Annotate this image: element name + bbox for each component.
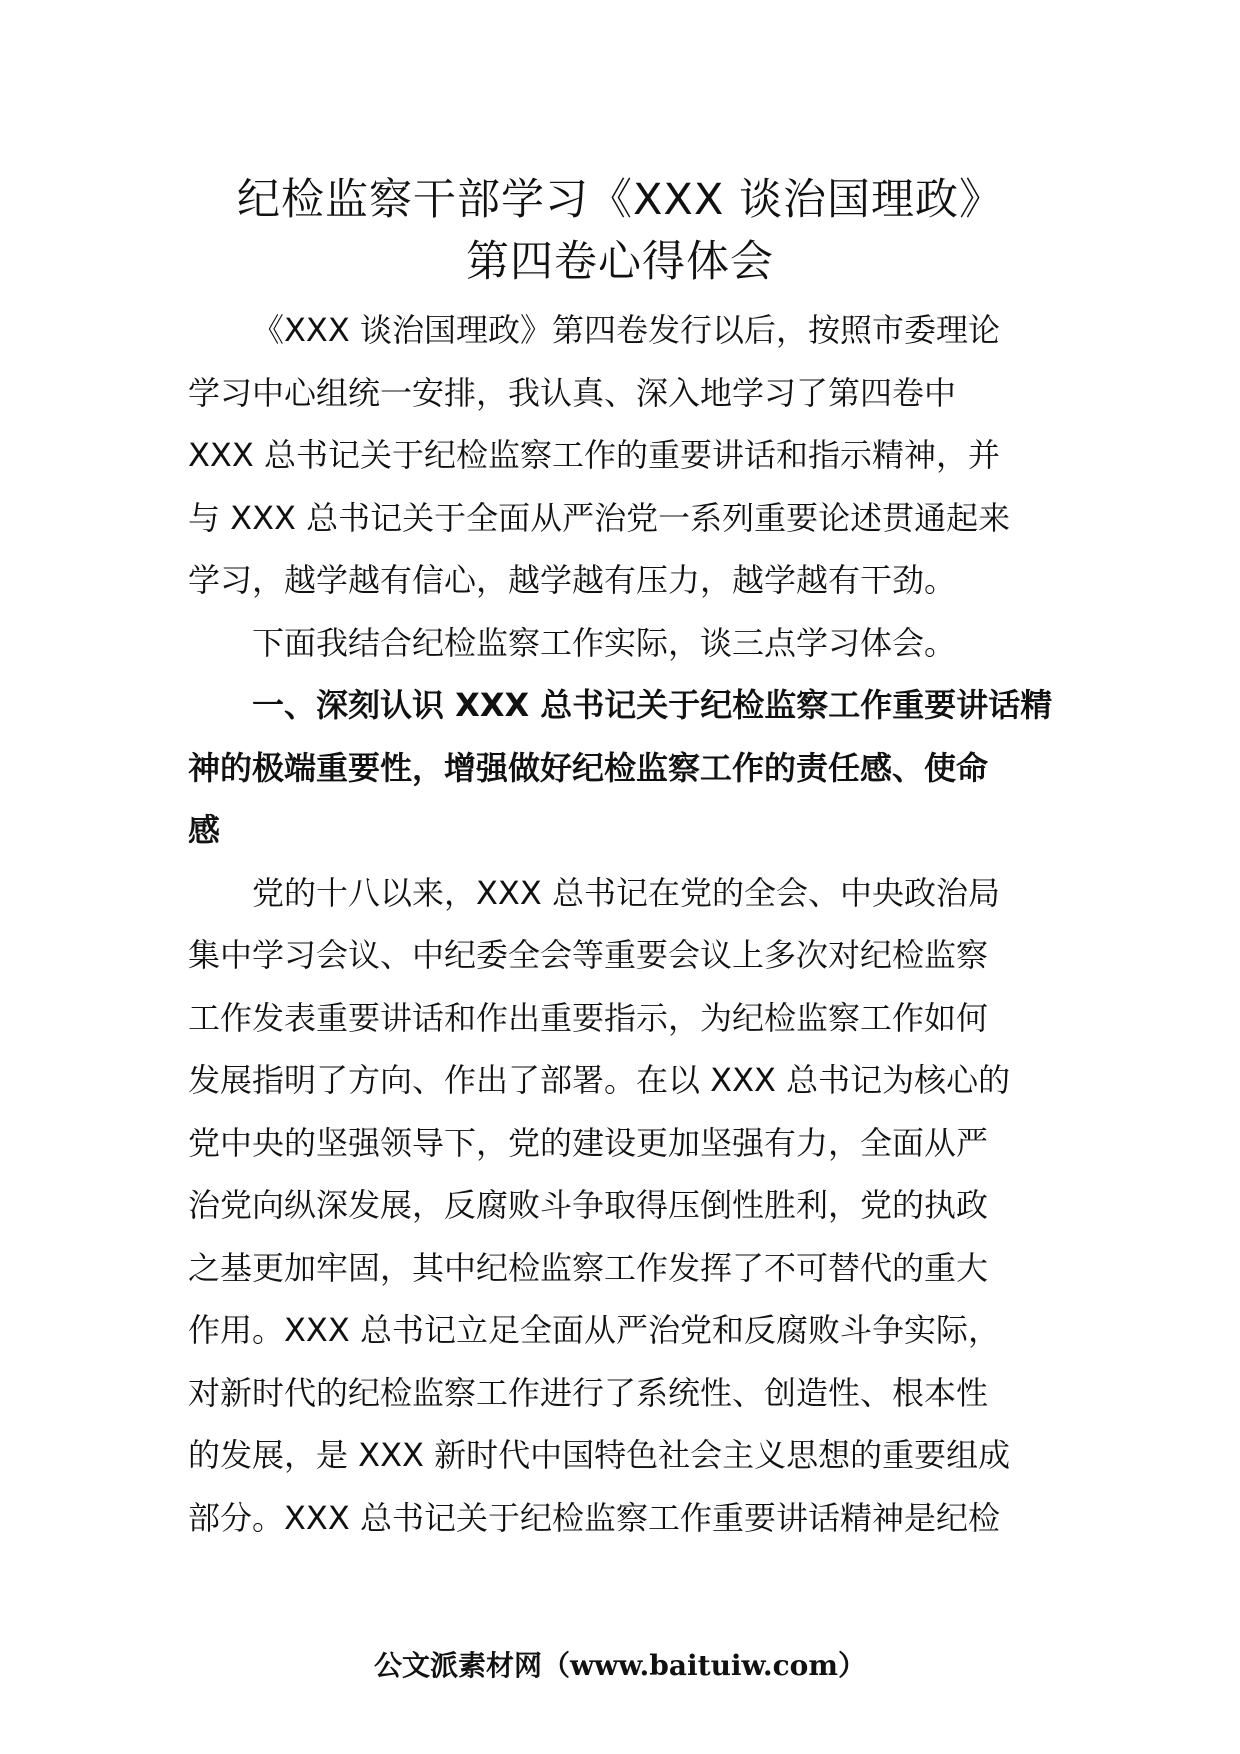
paragraph-line: 作用。XXX 总书记立足全面从严治党和反腐败斗争实际， xyxy=(188,1311,1000,1349)
heading-line: 感 xyxy=(188,811,221,849)
paragraph-transition xyxy=(188,612,1054,675)
paragraph-line: 与 XXX 总书记关于全面从严治党一系列重要论述贯通起来 xyxy=(188,498,1011,537)
paragraph-line: 《XXX 谈治国理政》第四卷发行以后，按照市委理论 xyxy=(252,311,1000,349)
heading-line: 神的极端重要性，增强做好纪检监察工作的责任感、使命 xyxy=(188,748,989,787)
paragraph-line: 发展指明了方向、作出了部署。在以 XXX 总书记为核心的 xyxy=(188,1061,1011,1099)
paragraph-line: 学习，越学越有信心，越学越有压力，越学越有干劲。 xyxy=(188,561,957,599)
document-title-line-1: 纪检监察干部学习《XXX 谈治国理政》 xyxy=(236,175,1004,225)
paragraph-intro xyxy=(188,299,1054,612)
paragraph-line: 学习中心组统一安排，我认真、深入地学习了第四卷中 xyxy=(188,373,957,412)
paragraph-section-1 xyxy=(188,862,1054,1550)
paragraph-line: 党中央的坚强领导下，党的建设更加坚强有力，全面从严 xyxy=(188,1123,989,1162)
paragraph-line: 治党向纵深发展，反腐败斗争取得压倒性胜利，党的执政 xyxy=(188,1186,989,1224)
paragraph-line: 下面我结合纪检监察工作实际，谈三点学习体会。 xyxy=(252,623,957,662)
paragraph-line: 工作发表重要讲话和作出重要指示，为纪检监察工作如何 xyxy=(188,998,989,1037)
document-title-line-2: 第四卷心得体会 xyxy=(466,237,774,287)
footer-source: 公文派素材网（www.baituiw.com） xyxy=(374,1649,866,1682)
section-heading-1 xyxy=(188,674,1054,862)
paragraph-line: 之基更加牢固，其中纪检监察工作发挥了不可替代的重大 xyxy=(188,1248,989,1287)
paragraph-line: 集中学习会议、中纪委全会等重要会议上多次对纪检监察 xyxy=(188,936,989,974)
paragraph-line: 的发展，是 XXX 新时代中国特色社会主义思想的重要组成 xyxy=(188,1436,1011,1474)
heading-line: 一、深刻认识 XXX 总书记关于纪检监察工作重要讲话精 xyxy=(252,686,1053,724)
paragraph-line: 对新时代的纪检监察工作进行了系统性、创造性、根本性 xyxy=(188,1373,989,1412)
paragraph-line: XXX 总书记关于纪检监察工作的重要讲话和指示精神，并 xyxy=(188,436,1000,474)
document-body xyxy=(188,299,1054,1549)
paragraph-line: 部分。XXX 总书记关于纪检监察工作重要讲话精神是纪检 xyxy=(188,1498,1000,1537)
paragraph-line: 党的十八以来，XXX 总书记在党的全会、中央政治局 xyxy=(252,873,1000,912)
